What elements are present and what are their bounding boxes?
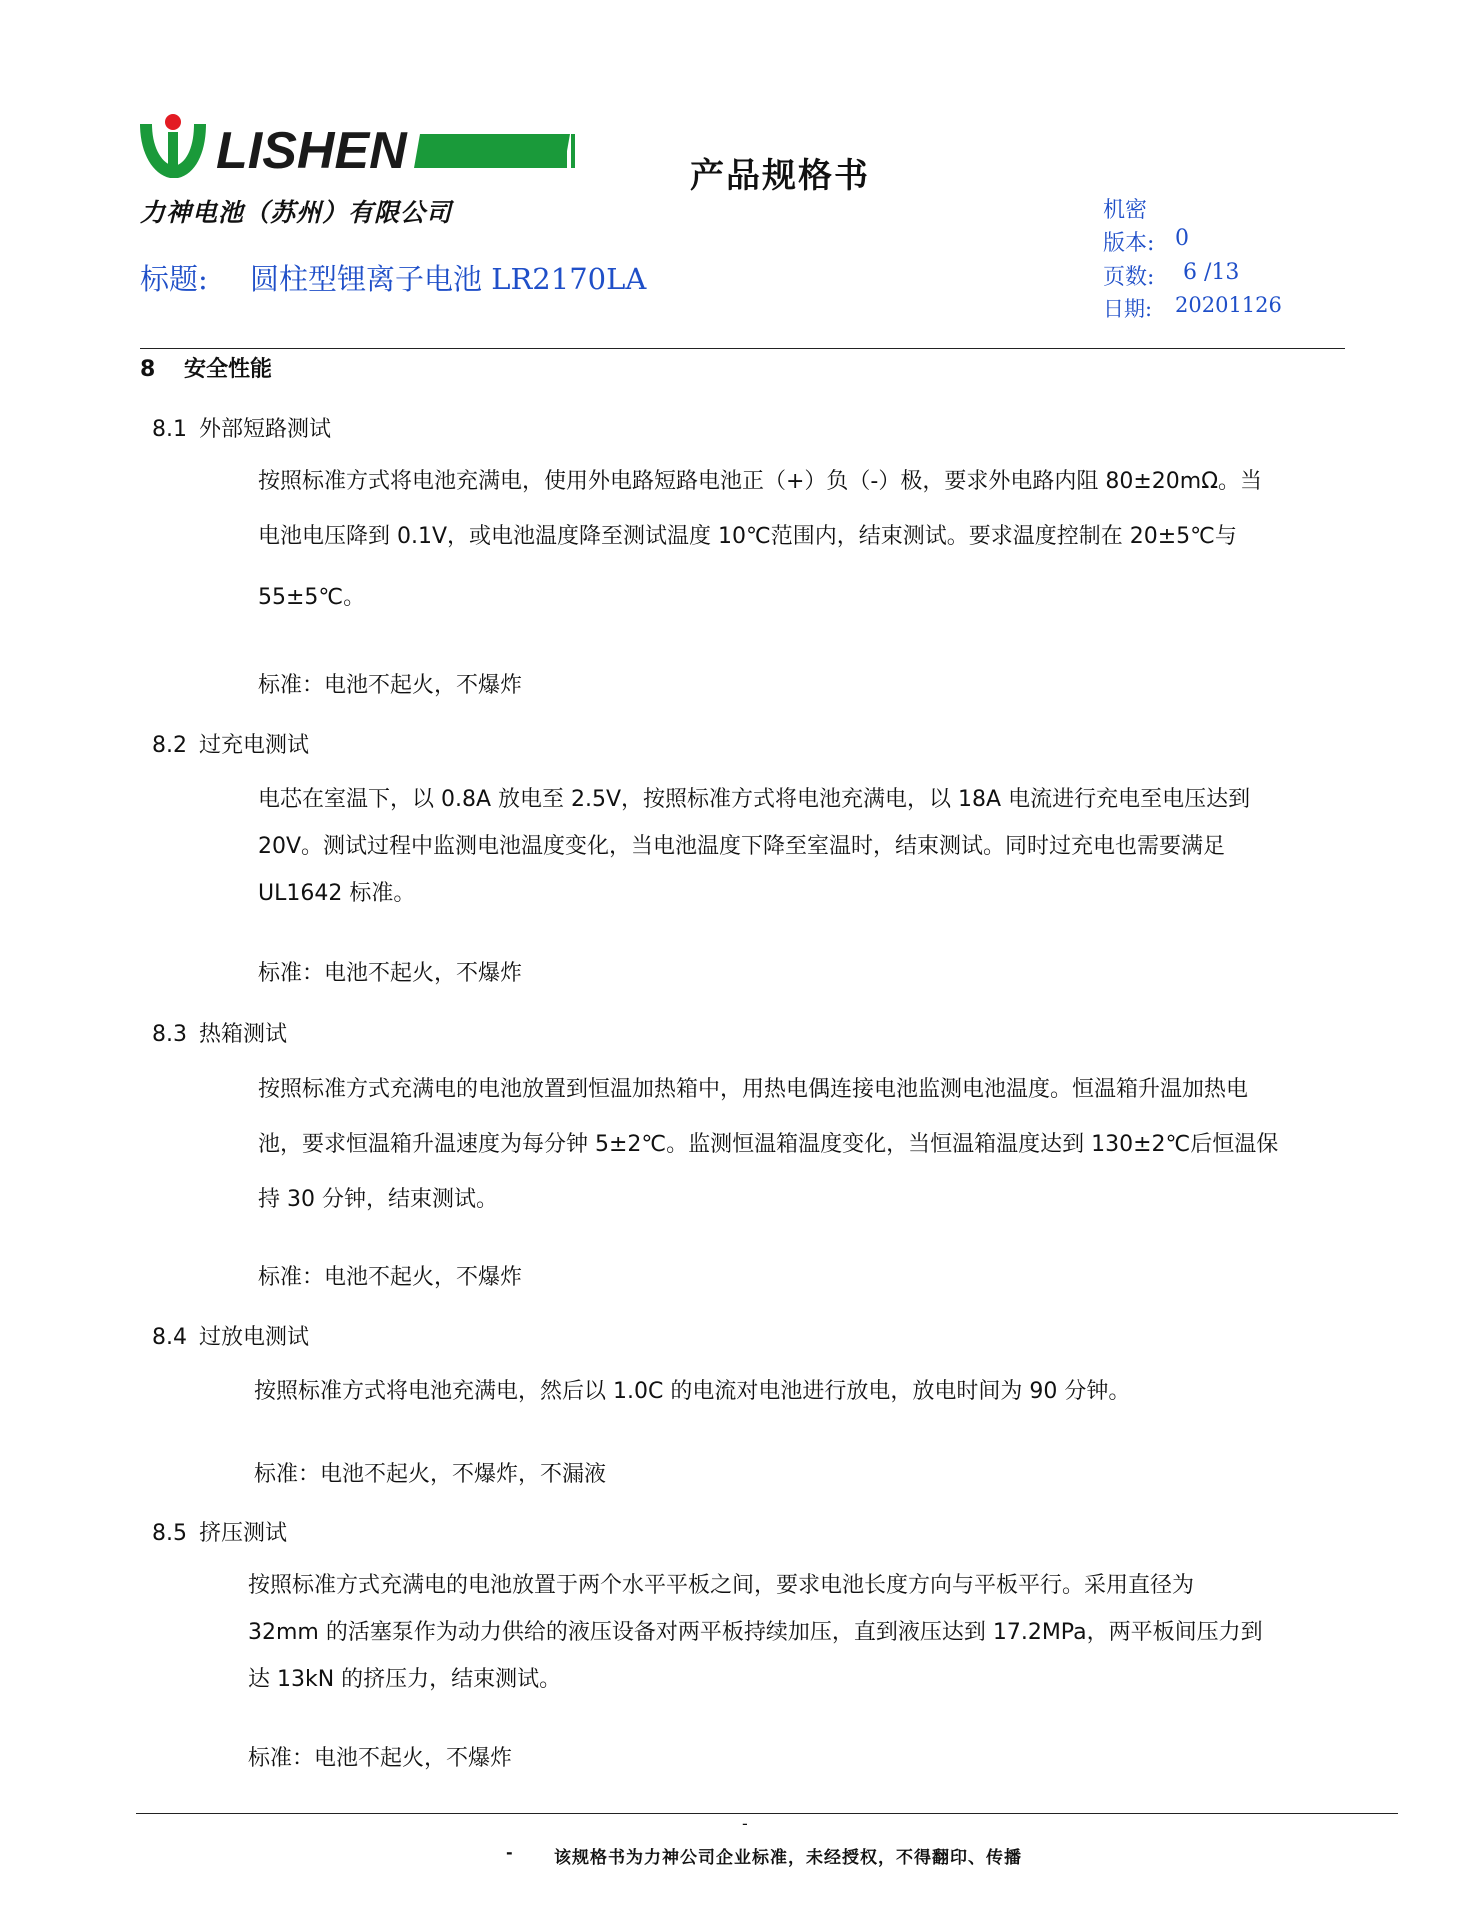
footer-page-dash: - xyxy=(742,1814,748,1833)
subsection-body: 电芯在室温下，以 0.8A 放电至 2.5V，按照标准方式将电池充满电，以 18A 电流进行充电至电压达到 20V。测试过程中监测电池温度变化，当电池温度下降至室温时，结束测试。同时过充电也需要满足 UL1642 标准。 xyxy=(258,787,1251,906)
title-label: 标题: xyxy=(140,262,208,296)
subsection-heading: 8.1 外部短路测试 xyxy=(152,417,332,442)
header-divider xyxy=(140,348,1345,349)
subsection-standard: 标准：电池不起火，不爆炸 xyxy=(258,673,523,698)
subsection-body: 按照标准方式将电池充满电，使用外电路短路电池正（+）负（-）极，要求外电路内阻 80±20mΩ。当 电池电压降到 0.1V，或电池温度降至测试温度 10℃范围内，结束测试。要求温度控制在 20±5℃与 55±5℃。 xyxy=(258,469,1263,610)
subsection-body: 按照标准方式充满电的电池放置到恒温加热箱中，用热电偶连接电池监测电池温度。恒温箱升温加热电 池，要求恒温箱升温速度为每分钟 5±2℃。监测恒温箱温度变化，当恒温箱温度达到 130±2℃后恒温保 持 30 分钟，结束测试。 xyxy=(258,1077,1279,1212)
subsection-body: 按照标准方式将电池充满电，然后以 1.0C 的电流对电池进行放电，放电时间为 90 分钟。 xyxy=(254,1379,1131,1404)
subsection-heading: 8.3 热箱测试 xyxy=(152,1022,288,1047)
subsection-standard: 标准：电池不起火，不爆炸 xyxy=(248,1746,513,1771)
subsection-heading: 8.4 过放电测试 xyxy=(152,1325,310,1350)
subsection-heading: 8.5 挤压测试 xyxy=(152,1521,288,1546)
lishen-logo xyxy=(138,112,578,182)
subsection-standard: 标准：电池不起火，不爆炸 xyxy=(258,1265,523,1290)
footer-dash: - xyxy=(506,1843,513,1862)
document-meta: 机密 版本: 0 页数: 6 /13 日期: 20201126 xyxy=(1103,198,1282,321)
lishen-logo-graphic xyxy=(138,112,578,182)
section-heading xyxy=(140,352,272,383)
footer-divider xyxy=(136,1813,1398,1814)
subsection-standard: 标准：电池不起火，不爆炸，不漏液 xyxy=(254,1462,607,1487)
brand-wordmark: LISHEN xyxy=(216,122,407,180)
footer-notice: 该规格书为力神公司企业标准，未经授权，不得翻印、传播 xyxy=(554,1848,1022,1868)
subsection-body: 按照标准方式充满电的电池放置于两个水平平板之间，要求电池长度方向与平板平行。采用直径为 32mm 的活塞泵作为动力供给的液压设备对两平板持续加压，直到液压达到 17.2MPa，两平板间压力到 达 13kN 的挤压力，结束测试。 xyxy=(248,1573,1263,1692)
company-name: 力神电池（苏州）有限公司 xyxy=(140,198,453,227)
product-title: 圆柱型锂离子电池 LR2170LA xyxy=(250,262,647,296)
subsection-standard: 标准：电池不起火，不爆炸 xyxy=(258,961,523,986)
subsection-heading: 8.2 过充电测试 xyxy=(152,733,310,758)
section-title: 安全性能 xyxy=(184,357,273,382)
section-number: 8 xyxy=(140,357,156,382)
document-title: 产品规格书 xyxy=(690,156,870,196)
